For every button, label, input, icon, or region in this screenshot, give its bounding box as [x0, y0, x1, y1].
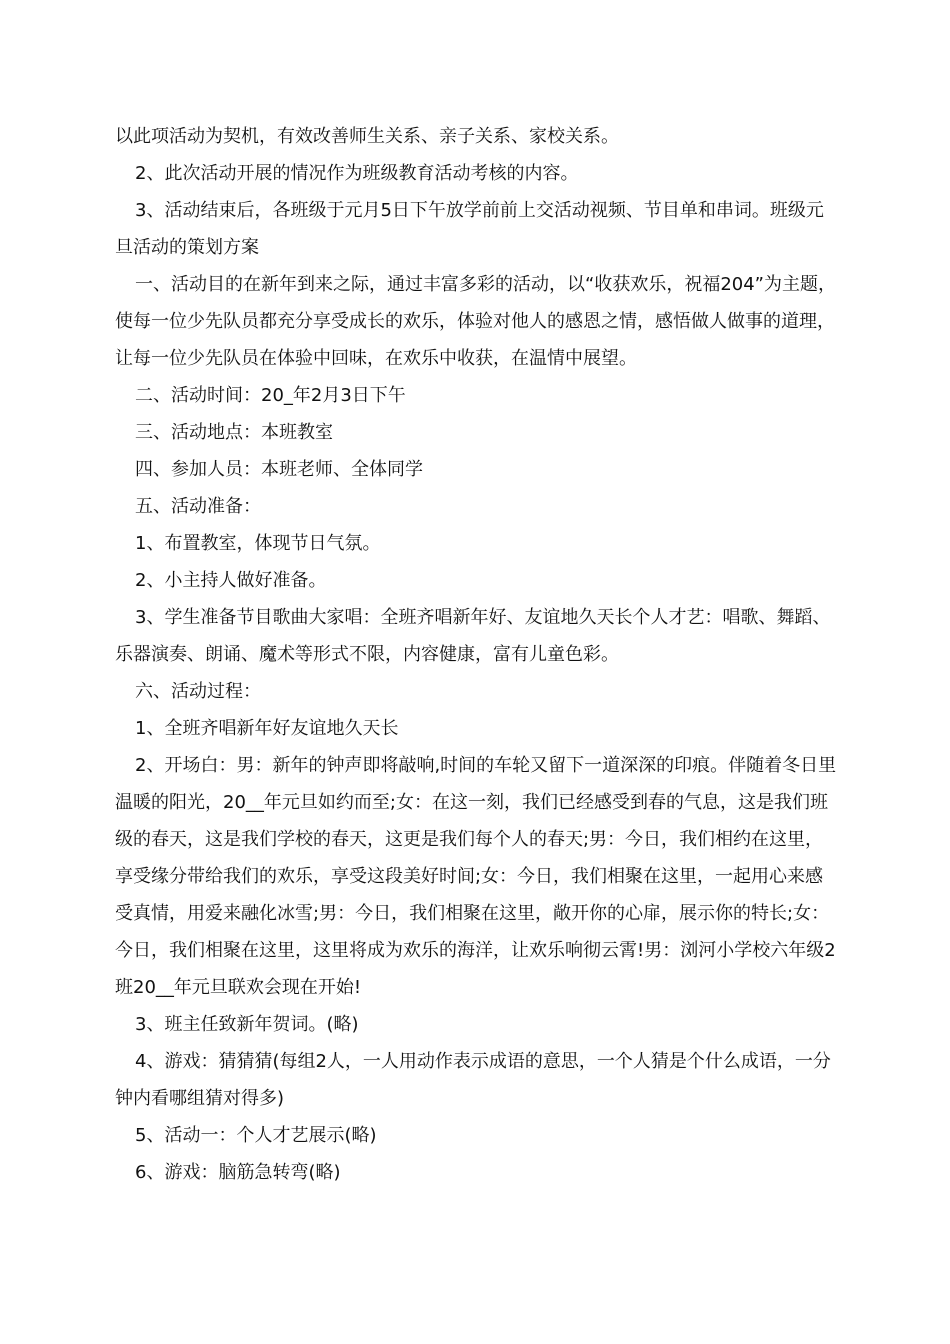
- paragraph: 3、学生准备节目歌曲大家唱：全班齐唱新年好、友谊地久天长个人才艺：唱歌、舞蹈、乐器演奏、朗诵、魔术等形式不限，内容健康，富有儿童色彩。: [115, 607, 831, 665]
- paragraph: 三、活动地点：本班教室: [135, 422, 333, 443]
- paragraph: 一、活动目的在新年到来之际，通过丰富多彩的活动，以“收获欢乐，祝福204”为主题，使每一位少先队员都充分享受成长的欢乐，体验对他人的感恩之情，感悟做人做事的道理，让每一位少先队员在体验中回味，在欢乐中收获，在温情中展望。: [115, 274, 837, 369]
- paragraph: 四、参加人员：本班老师、全体同学: [135, 459, 423, 480]
- paragraph: 5、活动一：个人才艺展示(略): [135, 1125, 377, 1146]
- paragraph: 4、游戏：猜猜猜(每组2人，一人用动作表示成语的意思，一个人猜是个什么成语，一分钟内看哪组猜对得多): [115, 1051, 831, 1109]
- paragraph: 6、游戏：脑筋急转弯(略): [135, 1162, 341, 1183]
- paragraph: 3、活动结束后，各班级于元月5日下午放学前前上交活动视频、节目单和串词。班级元旦活动的策划方案: [115, 200, 824, 258]
- paragraph: 六、活动过程：: [135, 681, 261, 702]
- paragraph: 3、班主任致新年贺词。(略): [135, 1014, 359, 1035]
- paragraph: 2、小主持人做好准备。: [135, 570, 327, 591]
- paragraph: 1、布置教室，体现节日气氛。: [135, 533, 381, 554]
- document-body: [115, 118, 837, 1191]
- paragraph: 1、全班齐唱新年好友谊地久天长: [135, 718, 399, 739]
- paragraph: 2、此次活动开展的情况作为班级教育活动考核的内容。: [135, 163, 579, 184]
- paragraph: 2、开场白：男：新年的钟声即将敲响,时间的车轮又留下一道深深的印痕。伴随着冬日里温暖的阳光，20__年元旦如约而至;女：在这一刻，我们已经感受到春的气息，这是我们班级的春天，这是我们学校的春天，这更是我们每个人的春天;男：今日，我们相约在这里，享受缘分带给我们的欢乐，享受这段美好时间;女：今日，我们相聚在这里，一起用心来感受真情，用爱来融化冰雪;男：今日，我们相聚在这里，敞开你的心扉，展示你的特长;女：今日，我们相聚在这里，这里将成为欢乐的海洋，让欢乐响彻云霄!男：浏河小学校六年级2班20__年元旦联欢会现在开始!: [115, 755, 837, 998]
- paragraph: 以此项活动为契机，有效改善师生关系、亲子关系、家校关系。: [115, 126, 619, 147]
- paragraph: 五、活动准备：: [135, 496, 261, 517]
- paragraph: 二、活动时间：20_年2月3日下午: [135, 385, 406, 406]
